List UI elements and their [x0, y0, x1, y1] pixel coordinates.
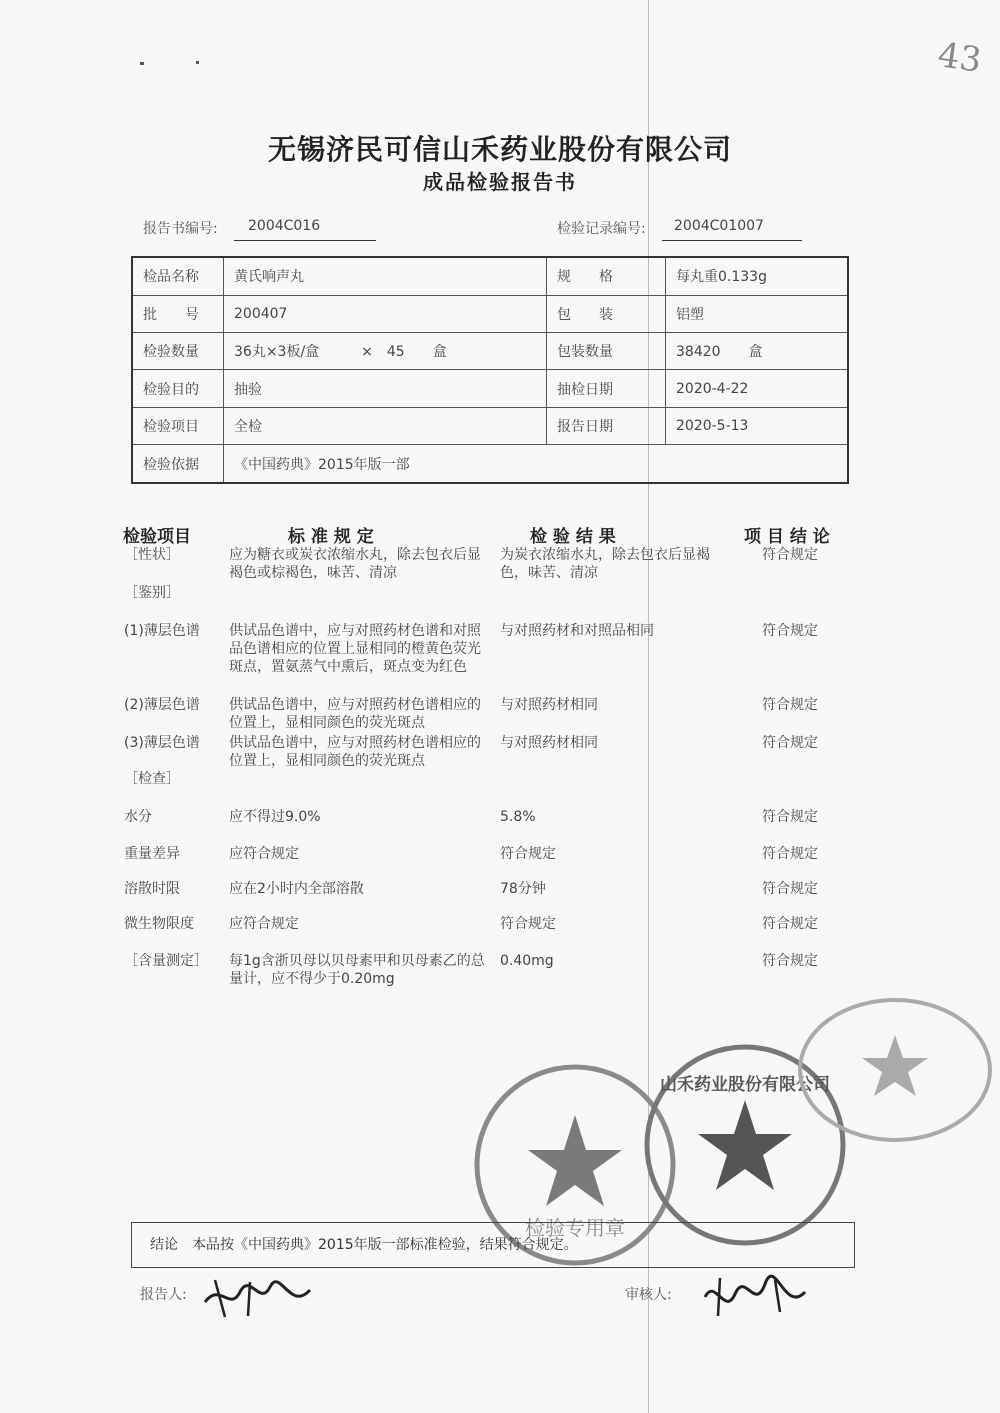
page-number-mark: 43: [935, 35, 984, 81]
col-header-conclusion: 项 目 结 论: [744, 527, 830, 547]
star-icon: [698, 1100, 792, 1190]
result-conclusion: 符合规定: [762, 623, 818, 639]
result-value: 为炭衣浓缩水丸，除去包衣后显褐色，味苦、清凉: [500, 547, 710, 581]
col-header-result: 检 验 结 果: [530, 527, 616, 547]
result-value: 0.40mg: [500, 953, 554, 969]
star-icon: [862, 1035, 928, 1096]
result-item: ［含量测定］: [124, 953, 208, 969]
info-value: 抽验: [224, 370, 547, 407]
info-row: [132, 295, 848, 332]
info-row: [132, 257, 848, 295]
info-value: 黄氏响声丸: [224, 257, 547, 295]
speck: [140, 62, 144, 65]
result-item: (2)薄层色谱: [124, 697, 200, 713]
result-conclusion: 符合规定: [762, 809, 818, 825]
section-heading: ［检查］: [124, 771, 180, 787]
info-value: 全检: [224, 407, 547, 444]
result-value: 5.8%: [500, 809, 536, 825]
result-item: (3)薄层色谱: [124, 735, 200, 751]
info-label: 包装数量: [547, 332, 666, 369]
result-conclusion: 符合规定: [762, 846, 818, 862]
result-conclusion: 符合规定: [762, 735, 818, 751]
info-value: 2020-4-22: [666, 370, 849, 407]
speck: [196, 61, 199, 64]
result-conclusion: 符合规定: [762, 916, 818, 932]
result-item: (1)薄层色谱: [124, 623, 200, 639]
result-standard: 供试品色谱中，应与对照药材色谱和对照品色谱相应的位置上显相同的橙黄色荧光斑点，置氨蒸气中熏后，斑点变为红色: [229, 623, 481, 675]
info-value: 200407: [224, 295, 547, 332]
reviewer-signature: [700, 1272, 820, 1322]
result-standard: 供试品色谱中，应与对照药材色谱相应的位置上，显相同颜色的荧光斑点: [229, 735, 481, 769]
info-label: 抽检日期: [547, 370, 666, 407]
info-row: [132, 370, 848, 407]
info-row: [132, 407, 848, 444]
customer-seal-stamp: [790, 990, 995, 1150]
result-standard: 应符合规定: [229, 916, 299, 932]
info-label: 包 装: [547, 295, 666, 332]
section-heading: ［鉴别］: [124, 585, 180, 601]
info-label: 批 号: [132, 295, 224, 332]
result-item: 重量差异: [124, 846, 180, 862]
basis-label: 检验依据: [132, 445, 224, 483]
result-value: 与对照药材相同: [500, 697, 598, 713]
stamp-bottom-text: 检验专用章: [525, 1216, 625, 1240]
star-icon: [528, 1115, 622, 1206]
product-info-table: [131, 256, 849, 484]
info-value: 铝塑: [666, 295, 849, 332]
result-standard: 应不得过9.0%: [229, 809, 321, 825]
report-title: 成品检验报告书: [423, 170, 577, 194]
result-item: 水分: [124, 809, 152, 825]
info-label: 检验数量: [132, 332, 224, 369]
result-conclusion: 符合规定: [762, 881, 818, 897]
result-value: 符合规定: [500, 846, 556, 862]
info-label: 报告日期: [547, 407, 666, 444]
result-value: 与对照药材相同: [500, 735, 598, 751]
result-conclusion: 符合规定: [762, 953, 818, 969]
reviewer-label: 审核人:: [625, 1287, 672, 1303]
result-item: 溶散时限: [124, 881, 180, 897]
info-row: [132, 445, 848, 483]
result-value: 符合规定: [500, 916, 556, 932]
info-value: 38420 盒: [666, 332, 849, 369]
result-value: 与对照药材和对照品相同: [500, 623, 654, 639]
reporter-signature: [200, 1272, 320, 1322]
conclusion-text: 结论 本品按《中国药典》2015年版一部标准检验，结果符合规定。: [150, 1237, 578, 1253]
result-value: 78分钟: [500, 881, 546, 897]
basis-value: 《中国药典》2015年版一部: [224, 445, 849, 483]
result-standard: 应为糖衣或炭衣浓缩水丸，除去包衣后显褐色或棕褐色，味苦、清凉: [229, 547, 481, 581]
report-no: 2004C016: [234, 218, 376, 241]
result-conclusion: 符合规定: [762, 697, 818, 713]
info-label: 检验目的: [132, 370, 224, 407]
result-standard: 应符合规定: [229, 846, 299, 862]
result-item: 微生物限度: [124, 916, 194, 932]
result-standard: 每1g含浙贝母以贝母素甲和贝母素乙的总量计，应不得少于0.20mg: [229, 953, 485, 987]
result-conclusion: 符合规定: [762, 547, 818, 563]
result-item: ［性状］: [124, 547, 180, 563]
report-no-label: 报告书编号:: [143, 221, 218, 237]
info-row: [132, 332, 848, 369]
company-name: 无锡济民可信山禾药业股份有限公司: [267, 133, 732, 166]
info-value: 2020-5-13: [666, 407, 849, 444]
info-label: 检品名称: [132, 257, 224, 295]
info-label: 规 格: [547, 257, 666, 295]
info-value: 36丸×3板/盒 × 45 盒: [224, 332, 547, 369]
record-no: 2004C01007: [662, 218, 802, 241]
stamp-arc-text: 山禾药业股份有限公司: [660, 1075, 830, 1095]
record-no-label: 检验记录编号:: [557, 221, 646, 237]
result-standard: 应在2小时内全部溶散: [229, 881, 364, 897]
col-header-standard: 标 准 规 定: [288, 527, 374, 547]
info-value: 每丸重0.133g: [666, 257, 849, 295]
reporter-label: 报告人:: [140, 1287, 187, 1303]
col-header-item: 检验项目: [123, 527, 191, 547]
result-standard: 供试品色谱中，应与对照药材色谱相应的位置上，显相同颜色的荧光斑点: [229, 697, 481, 731]
info-label: 检验项目: [132, 407, 224, 444]
